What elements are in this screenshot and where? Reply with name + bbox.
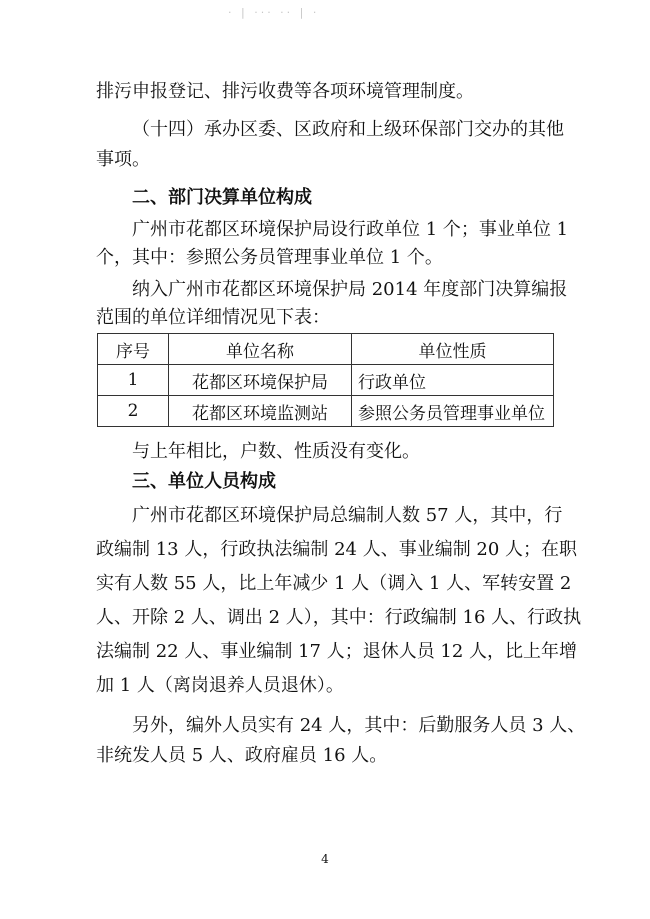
paragraph-line: 人、开除 2 人、调出 2 人），其中：行政编制 16 人、行政执: [96, 607, 582, 628]
paragraph-line: 纳入广州市花都区环境保护局 2014 年度部门决算编报: [132, 279, 568, 300]
table-header-cell: 单位名称: [169, 334, 352, 365]
table-cell: 1: [98, 365, 169, 396]
paragraph-line: 加 1 人（离岗退养人员退休）。: [96, 675, 344, 696]
paragraph-line: 广州市花都区环境保护局设行政单位 1 个；事业单位 1: [132, 219, 569, 240]
unit-table: [97, 333, 554, 427]
paragraph-line: 范围的单位详细情况见下表：: [96, 307, 330, 328]
paragraph-line: 个，其中：参照公务员管理事业单位 1 个。: [96, 247, 443, 268]
table-row: [98, 396, 554, 427]
paragraph-line: 非统发人员 5 人、政府雇员 16 人。: [96, 745, 388, 766]
paragraph-line: 与上年相比，户数、性质没有变化。: [132, 441, 420, 462]
paragraph-line: 政编制 13 人，行政执法编制 24 人、事业编制 20 人；在职: [96, 539, 578, 560]
paragraph-line: 法编制 22 人、事业编制 17 人；退休人员 12 人，比上年增: [96, 641, 578, 662]
paragraph-line: 广州市花都区环境保护局总编制人数 57 人，其中，行: [132, 505, 563, 526]
table-cell: 2: [98, 396, 169, 427]
table-header-cell: 单位性质: [352, 334, 554, 365]
table-header-cell: 序号: [98, 334, 169, 365]
paragraph-line: 排污申报登记、排污收费等各项环境管理制度。: [96, 81, 474, 102]
section-heading: 二、部门决算单位构成: [132, 187, 312, 208]
page-number: 4: [321, 852, 329, 866]
scan-artifact: · | ··· ·· | ·: [228, 6, 320, 19]
table-cell: 花都区环境监测站: [169, 396, 352, 427]
section-heading: 三、单位人员构成: [132, 471, 276, 492]
paragraph-line: （十四）承办区委、区政府和上级环保部门交办的其他: [132, 119, 564, 140]
paragraph-line: 另外，编外人员实有 24 人，其中：后勤服务人员 3 人、: [132, 715, 586, 736]
table-row: [98, 365, 554, 396]
table-header-row: [98, 334, 554, 365]
table-cell: 参照公务员管理事业单位: [352, 396, 554, 427]
table-cell: 行政单位: [352, 365, 554, 396]
table-cell: 花都区环境保护局: [169, 365, 352, 396]
paragraph-line: 事项。: [96, 149, 150, 170]
paragraph-line: 实有人数 55 人，比上年减少 1 人（调入 1 人、军转安置 2: [96, 573, 572, 594]
